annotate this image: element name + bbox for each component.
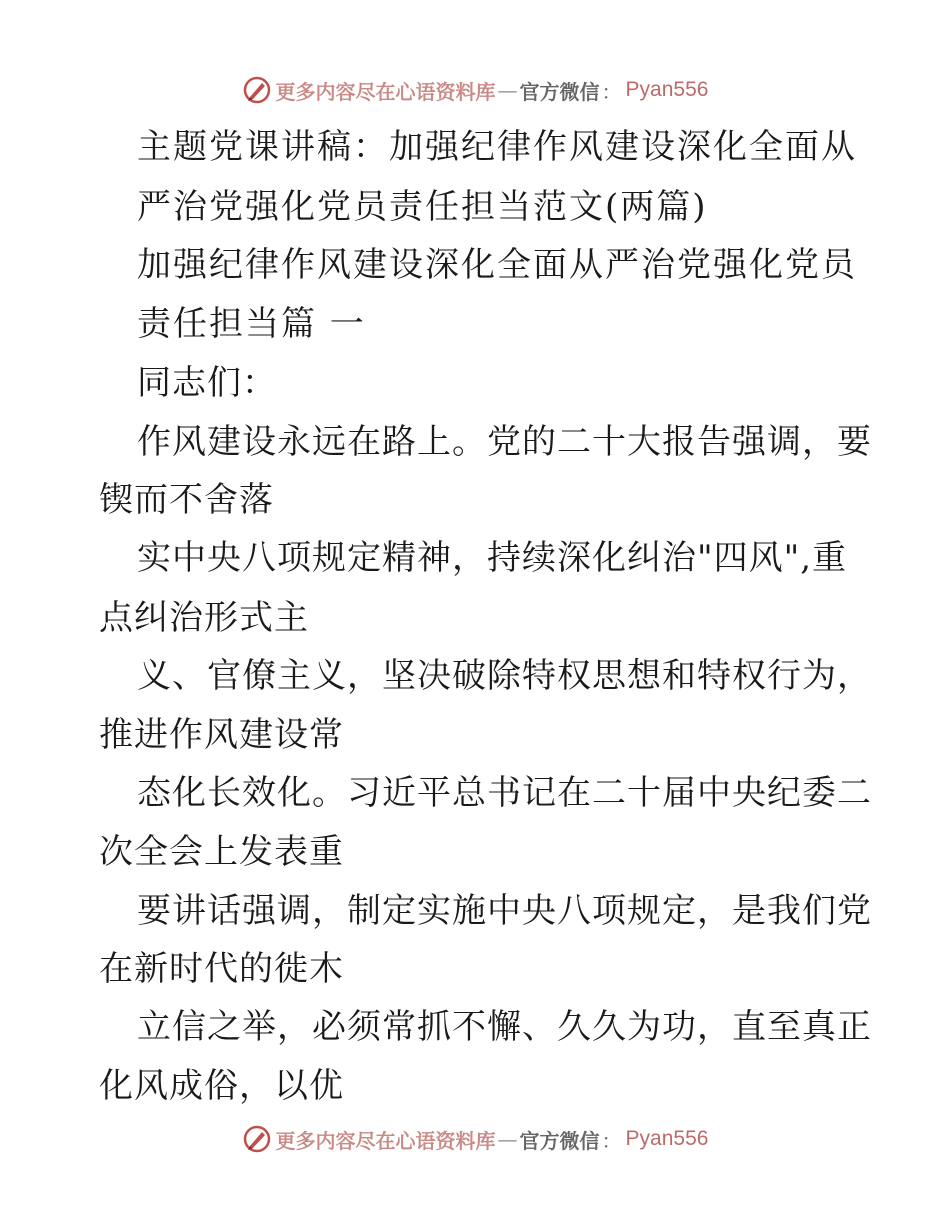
header-banner: [0, 73, 950, 107]
doc-paragraph-line: 义、官僚主义，坚决破除特权思想和特权行为，: [137, 656, 872, 696]
banner-wechat-id: Pyan556: [625, 78, 709, 101]
doc-title-line-2: 严治党强化党员责任担当范文(两篇): [137, 187, 708, 227]
banner-colon: ：: [601, 1128, 622, 1153]
footer-banner: [0, 1122, 950, 1156]
banner-brand-text: 更多内容尽在心语资料库: [275, 1128, 496, 1153]
banner-dash: —: [497, 78, 518, 102]
pen-logo-icon: [242, 75, 272, 105]
doc-paragraph-line: 锲而不舍落: [99, 480, 274, 520]
doc-salutation: 同志们：: [137, 363, 277, 403]
banner-dash: —: [497, 1127, 518, 1151]
doc-heading-line-2: 责任担当篇 一: [137, 304, 366, 344]
banner-wechat-id: Pyan556: [625, 1127, 709, 1150]
banner-wechat-label: 官方微信: [519, 79, 600, 104]
doc-paragraph-line: 作风建设永远在路上。党的二十大报告强调，要: [137, 422, 872, 462]
doc-paragraph-line: 点纠治形式主: [99, 598, 309, 638]
banner-colon: ：: [601, 79, 622, 104]
doc-heading-line-1: 加强纪律作风建设深化全面从严治党强化党员: [137, 245, 857, 285]
doc-paragraph-line: 态化长效化。习近平总书记在二十届中央纪委二: [137, 773, 872, 813]
banner-wechat-label: 官方微信: [519, 1128, 600, 1153]
doc-paragraph-line: 化风成俗，以优: [99, 1066, 344, 1106]
banner-brand-text: 更多内容尽在心语资料库: [275, 79, 496, 104]
doc-paragraph-line: 立信之举，必须常抓不懈、久久为功，直至真正: [137, 1007, 872, 1047]
doc-paragraph-line: 实中央八项规定精神，持续深化纠治"四风",重: [137, 538, 848, 578]
doc-paragraph-line: 推进作风建设常: [99, 715, 344, 755]
doc-title-line-1: 主题党课讲稿：加强纪律作风建设深化全面从: [137, 127, 857, 167]
doc-paragraph-line: 在新时代的徙木: [99, 949, 344, 989]
pen-logo-icon: [242, 1124, 272, 1154]
doc-paragraph-line: 次全会上发表重: [99, 832, 344, 872]
doc-paragraph-line: 要讲话强调，制定实施中央八项规定，是我们党: [137, 891, 872, 931]
